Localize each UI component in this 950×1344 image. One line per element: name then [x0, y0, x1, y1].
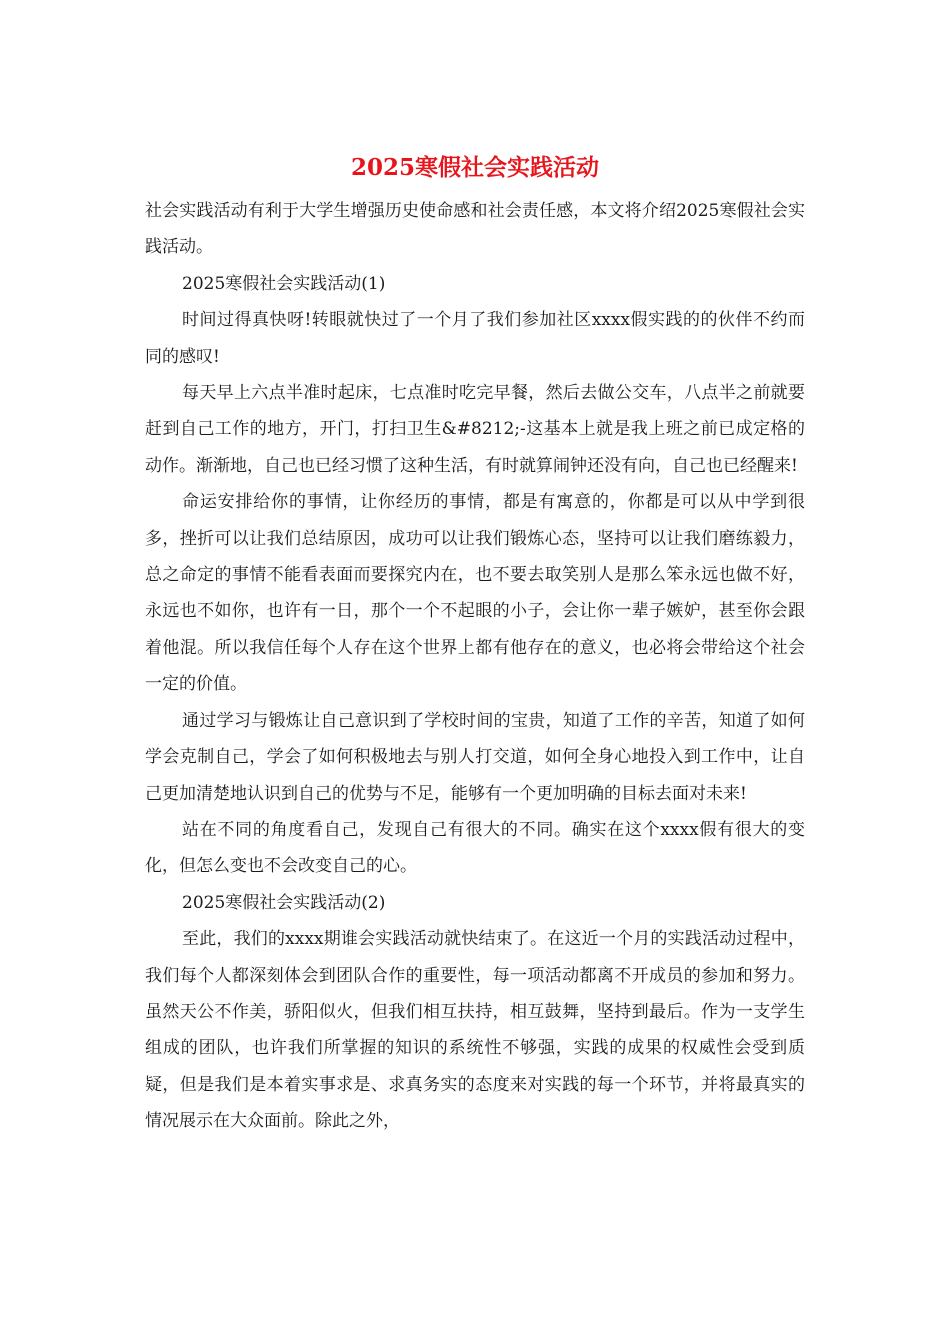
body-paragraph: 站在不同的角度看自己，发现自己有很大的不同。确实在这个xxxx假有很大的变化，但怎么变也不会改变自己的心。 — [145, 819, 805, 877]
body-paragraph: 命运安排给你的事情，让你经历的事情，都是有寓意的，你都是可以从中学到很多，挫折可以让我们总结原因，成功可以让我们锻炼心态，坚持可以让我们磨练毅力，总之命定的事情不能看表面而要探究内在，也不要去取笑别人是那么笨永远也做不好，永远也不如你，也许有一日，那个一个不起眼的小子，会让你一辈子嫉妒，甚至你会跟着他混。所以我信任每个人存在这个世界上都有他存在的意义，也必将会带给这个社会一定的价值。 — [145, 492, 805, 695]
body-paragraph: 时间过得真快呀!转眼就快过了一个月了我们参加社区xxxx假实践的的伙伴不约而同的感叹! — [145, 310, 805, 367]
intro-paragraph: 社会实践活动有利于大学生增强历史使命感和社会责任感，本文将介绍2025寒假社会实践活动。 — [145, 201, 805, 258]
document-title: 2025寒假社会实践活动 — [350, 154, 599, 181]
document-body — [145, 193, 805, 1140]
body-paragraph: 通过学习与锻炼让自己意识到了学校时间的宝贵，知道了工作的辛苦，知道了如何学会克制自己，学会了如何积极地去与别人打交道，如何全身心地投入到工作中，让自己更加清楚地认识到自己的优势与不足，能够有一个更加明确的目标去面对未来! — [145, 710, 805, 804]
section-heading-2: 2025寒假社会实践活动(2) — [182, 892, 386, 913]
body-paragraph: 至此，我们的xxxx期谁会实践活动就快结束了。在这近一个月的实践活动过程中，我们每个人都深刻体会到团队合作的重要性，每一项活动都离不开成员的参加和努力。虽然天公不作美，骄阳似火，但我们相互扶持，相互鼓舞，坚持到最后。作为一支学生组成的团队，也许我们所掌握的知识的系统性不够强，实践的成果的权威性会受到质疑，但是我们是本着实事求是、求真务实的态度来对实践的每一个环节，并将最真实的情况展示在大众面前。除此之外， — [145, 929, 805, 1132]
body-paragraph: 每天早上六点半准时起床，七点准时吃完早餐，然后去做公交车，八点半之前就要赶到自己工作的地方，开门，打扫卫生&#8212;-这基本上就是我上班之前已成定格的动作。渐渐地，自己也已经习惯了这种生活，有时就算闹钟还没有向，自己也已经醒来! — [145, 383, 805, 476]
section-heading-1: 2025寒假社会实践活动(1) — [182, 273, 386, 294]
